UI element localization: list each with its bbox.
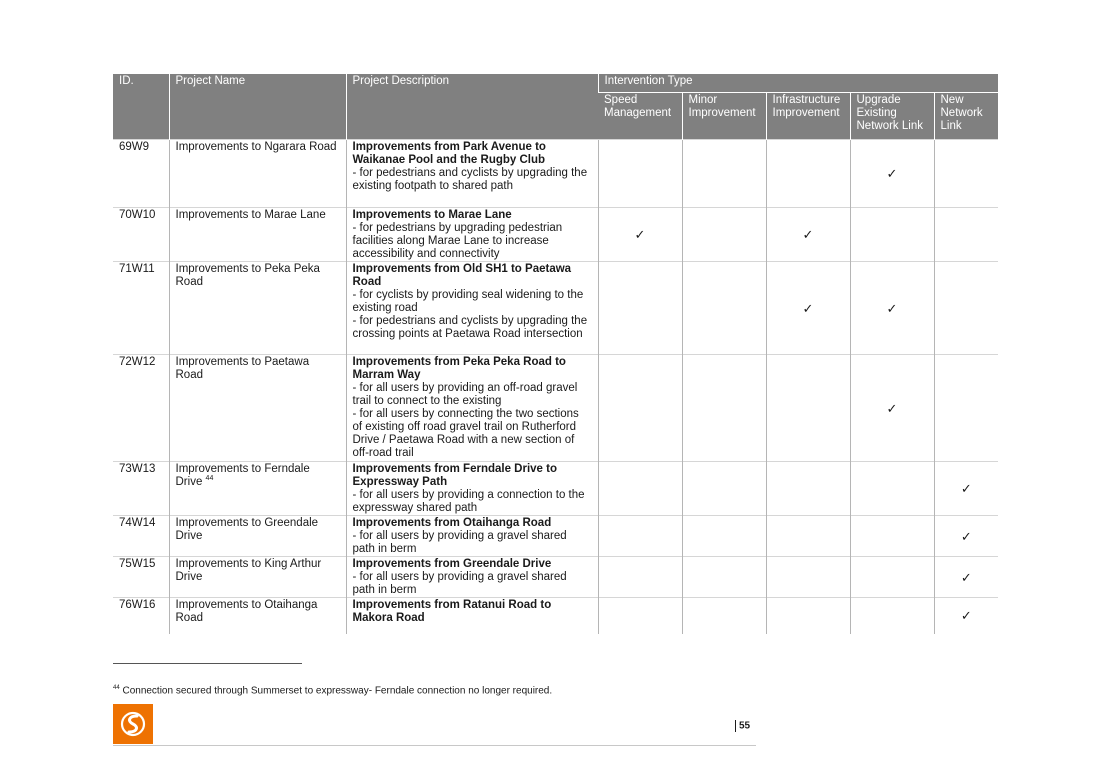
logo-swirl-icon <box>113 704 153 744</box>
cell-project-name <box>169 140 346 208</box>
description-line: - for pedestrians and cyclists by upgrading the crossing points at Paetawa Road intersection <box>352 315 588 340</box>
cell-intervention <box>934 598 998 634</box>
page-number-value: 55 <box>739 720 751 732</box>
page-footer-rule <box>113 745 756 746</box>
project-name-text: Improvements to Paetawa Road <box>175 356 310 381</box>
cell-id: 73W13 <box>113 462 169 516</box>
checkmark-icon: ✓ <box>960 608 972 624</box>
projects-table <box>113 74 998 634</box>
table-row <box>113 140 998 208</box>
cell-intervention <box>598 557 682 598</box>
project-name-text: Improvements to Greendale Drive <box>175 517 319 542</box>
cell-project-description <box>346 262 598 355</box>
checkmark-icon: ✓ <box>960 528 972 544</box>
cell-intervention <box>766 557 850 598</box>
header-intervention-type: Intervention Type <box>598 74 998 93</box>
cell-intervention <box>766 598 850 634</box>
description-line: - for all users by providing a gravel shared path in berm <box>352 571 567 596</box>
cell-intervention <box>598 208 682 262</box>
description-line: - for all users by providing an off-road gravel trail to connect to the existing <box>352 382 578 407</box>
cell-project-name <box>169 355 346 462</box>
header-id: ID. <box>113 74 169 140</box>
cell-intervention <box>934 557 998 598</box>
description-title: Improvements from Ratanui Road to Makora Road <box>352 599 552 624</box>
cell-project-description <box>346 355 598 462</box>
footnote <box>113 685 552 696</box>
cell-intervention <box>682 462 766 516</box>
checkmark-icon: ✓ <box>634 227 646 242</box>
company-logo <box>113 704 153 744</box>
cell-intervention <box>598 598 682 634</box>
project-name-text: Improvements to Ferndale Drive <box>175 463 310 488</box>
description-line: - for all users by providing a connection to the expressway shared path <box>352 489 585 514</box>
cell-intervention <box>766 462 850 516</box>
table-row <box>113 208 998 262</box>
cell-intervention <box>850 208 934 262</box>
description-title: Improvements from Ferndale Drive to Expressway Path <box>352 463 557 488</box>
cell-intervention <box>934 208 998 262</box>
cell-intervention <box>850 462 934 516</box>
header-project-name: Project Name <box>169 74 346 140</box>
project-name-text: Improvements to Ngarara Road <box>175 141 337 153</box>
cell-intervention <box>766 262 850 355</box>
header-new-network-link: New Network Link <box>934 93 998 140</box>
table-row <box>113 355 998 462</box>
cell-project-description <box>346 516 598 557</box>
cell-project-name <box>169 462 346 516</box>
cell-id: 69W9 <box>113 140 169 208</box>
page-number-bar <box>735 720 736 732</box>
description-title: Improvements to Marae Lane <box>352 209 512 221</box>
cell-intervention <box>598 262 682 355</box>
description-line: - for all users by providing a gravel shared path in berm <box>352 530 567 555</box>
cell-id: 70W10 <box>113 208 169 262</box>
cell-project-name <box>169 262 346 355</box>
checkmark-icon: ✓ <box>960 481 972 496</box>
cell-intervention <box>598 516 682 557</box>
cell-project-name <box>169 557 346 598</box>
description-line: - for pedestrians by upgrading pedestrian facilities along Marae Lane to increase accessibility and connectivity <box>352 222 563 260</box>
header-minor-improvement: Minor Improvement <box>682 93 766 140</box>
cell-intervention <box>598 462 682 516</box>
footnote-ref: 44 <box>205 475 214 483</box>
cell-project-description <box>346 140 598 208</box>
cell-intervention <box>934 262 998 355</box>
cell-intervention <box>934 516 998 557</box>
cell-intervention <box>682 208 766 262</box>
cell-project-description <box>346 598 598 634</box>
table-row <box>113 557 998 598</box>
cell-intervention <box>766 355 850 462</box>
description-title: Improvements from Peka Peka Road to Marram Way <box>352 356 566 381</box>
cell-project-description <box>346 557 598 598</box>
cell-intervention <box>934 355 998 462</box>
cell-id: 75W15 <box>113 557 169 598</box>
cell-intervention <box>766 516 850 557</box>
table-body <box>113 140 998 634</box>
table-row <box>113 462 998 516</box>
cell-intervention <box>934 462 998 516</box>
cell-intervention <box>598 355 682 462</box>
cell-intervention <box>682 140 766 208</box>
description-title: Improvements from Park Avenue to Waikanae Pool and the Rugby Club <box>352 141 546 166</box>
header-speed-management: Speed Management <box>598 93 682 140</box>
table-row <box>113 598 998 634</box>
cell-id: 71W11 <box>113 262 169 355</box>
cell-id: 76W16 <box>113 598 169 634</box>
cell-intervention <box>682 355 766 462</box>
description-line: - for cyclists by providing seal widening to the existing road <box>352 289 584 314</box>
cell-intervention <box>598 140 682 208</box>
cell-intervention <box>766 140 850 208</box>
description-title: Improvements from Greendale Drive <box>352 558 552 570</box>
cell-intervention <box>682 516 766 557</box>
project-name-text: Improvements to Peka Peka Road <box>175 263 320 288</box>
cell-id: 74W14 <box>113 516 169 557</box>
cell-intervention <box>682 262 766 355</box>
cell-project-description <box>346 208 598 262</box>
cell-project-description <box>346 462 598 516</box>
cell-project-name <box>169 208 346 262</box>
cell-intervention <box>682 557 766 598</box>
footnote-text: Connection secured through Summerset to expressway- Ferndale connection no longer required. <box>122 685 553 697</box>
checkmark-icon: ✓ <box>886 400 898 416</box>
cell-intervention <box>850 140 934 208</box>
table-row <box>113 516 998 557</box>
header-upgrade-existing-network-link: Upgrade Existing Network Link <box>850 93 934 140</box>
footnote-number: 44 <box>113 685 120 691</box>
cell-project-name <box>169 516 346 557</box>
footnote-divider <box>113 663 302 664</box>
cell-intervention <box>850 262 934 355</box>
table-row <box>113 262 998 355</box>
checkmark-icon: ✓ <box>802 300 814 316</box>
description-title: Improvements from Otaihanga Road <box>352 517 552 529</box>
page-number <box>735 720 750 732</box>
cell-intervention <box>850 516 934 557</box>
cell-intervention <box>850 598 934 634</box>
checkmark-icon: ✓ <box>960 569 972 585</box>
checkmark-icon: ✓ <box>886 300 898 316</box>
cell-intervention <box>766 208 850 262</box>
description-line: - for pedestrians and cyclists by upgrading the existing footpath to shared path <box>352 167 588 192</box>
checkmark-icon: ✓ <box>802 227 814 242</box>
cell-intervention <box>850 355 934 462</box>
cell-id: 72W12 <box>113 355 169 462</box>
project-name-text: Improvements to Marae Lane <box>175 209 326 221</box>
header-infrastructure-improvement: Infrastructure Improvement <box>766 93 850 140</box>
cell-project-name <box>169 598 346 634</box>
cell-intervention <box>934 140 998 208</box>
cell-intervention <box>682 598 766 634</box>
description-title: Improvements from Old SH1 to Paetawa Road <box>352 263 572 288</box>
project-name-text: Improvements to Otaihanga Road <box>175 599 318 624</box>
description-line: - for all users by connecting the two sections of existing off road gravel trail on Rutherford Drive / Paetawa Road with a new section of off-road trail <box>352 408 579 459</box>
project-name-text: Improvements to King Arthur Drive <box>175 558 322 583</box>
cell-intervention <box>850 557 934 598</box>
header-project-description: Project Description <box>346 74 598 140</box>
checkmark-icon: ✓ <box>886 166 898 181</box>
